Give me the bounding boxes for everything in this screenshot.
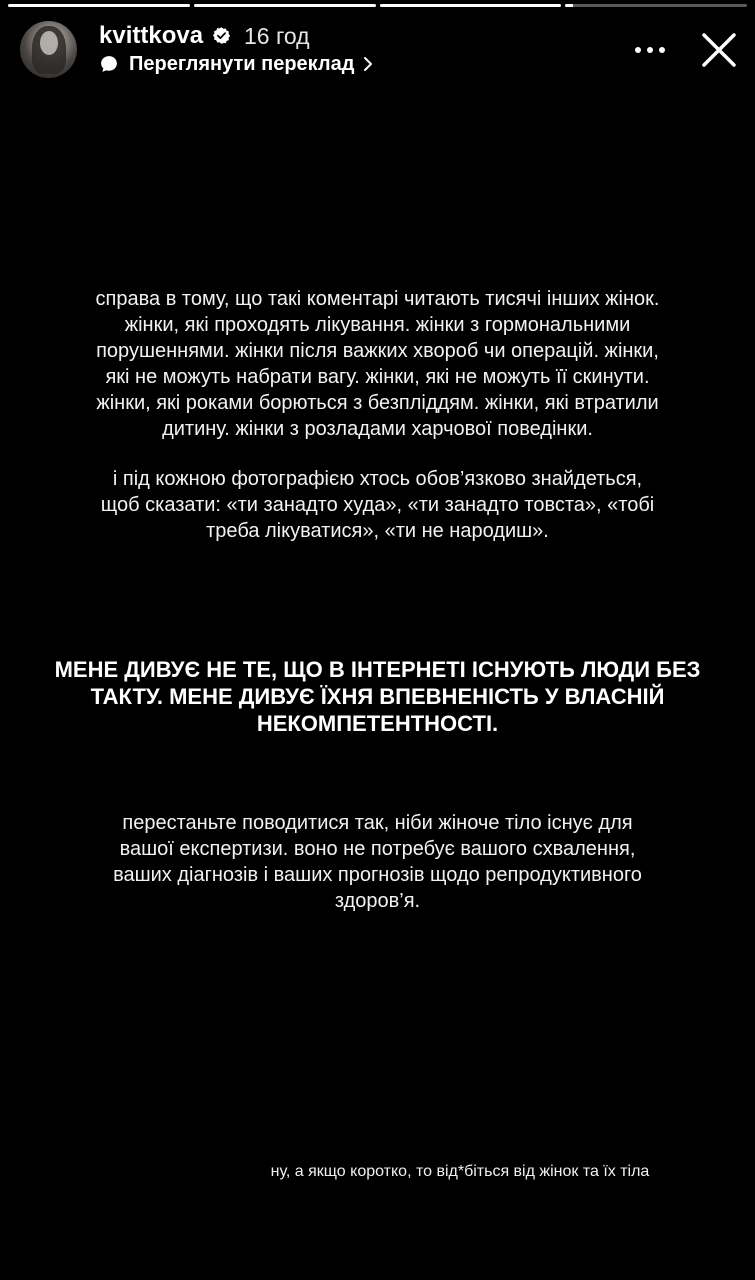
story-progress-bar [8,4,747,7]
see-translation-link[interactable] [99,52,374,76]
chevron-right-icon [362,56,374,72]
close-icon[interactable] [700,31,738,69]
story-text-emphasis: МЕНЕ ДИВУЄ НЕ ТЕ, ЩО В ІНТЕРНЕТІ ІСНУЮТЬ ЛЮДИ БЕЗ ТАКТУ. МЕНЕ ДИВУЄ ЇХНЯ ВПЕВНЕНІСТЬ У ВЛАСНІЙ НЕКОМПЕТЕНТНОСТІ. [54,657,701,736]
story-timestamp: 16 год [244,23,310,49]
translate-icon [99,54,119,74]
story-text-paragraph-4: перестаньте поводитися так, ніби жіноче тіло існує для вашої експертизи. воно не потребує вашого схвалення, ваших діагнозів і ваших прогнозів щодо репродуктивного здоров’я. [113,812,642,912]
more-options-icon[interactable] [632,36,668,64]
story-text-paragraph-2: і під кожною фотографією хтось обов’язково знайдеться, щоб сказати: «ти занадто худа», «ти занадто товста», «тобі треба лікуватися», «ти не народиш». [100,468,655,542]
progress-segment-3 [380,4,562,7]
profile-avatar[interactable] [20,21,77,78]
story-footnote: ну, а якщо коротко, то від*біться від жінок та їх тіла [270,1163,650,1180]
story-text-paragraph-1: справа в тому, що такі коментарі читають тисячі інших жінок. жінки, які проходять лікування. жінки з гормональними порушеннями. жінки після важких хвороб чи операцій. жінки, які не можуть набрати вагу. жінки, які не можуть її скинути. жінки, які роками борються з безпліддям. жінки, які втратили дитину. жінки з розладами харчової поведінки. [95,288,660,440]
username[interactable]: kvittkova [99,22,204,49]
progress-segment-1 [8,4,190,7]
see-translation-label: Переглянути переклад [129,53,355,75]
progress-segment-2 [194,4,376,7]
verified-badge-icon [212,26,231,45]
progress-segment-4 [565,4,747,7]
